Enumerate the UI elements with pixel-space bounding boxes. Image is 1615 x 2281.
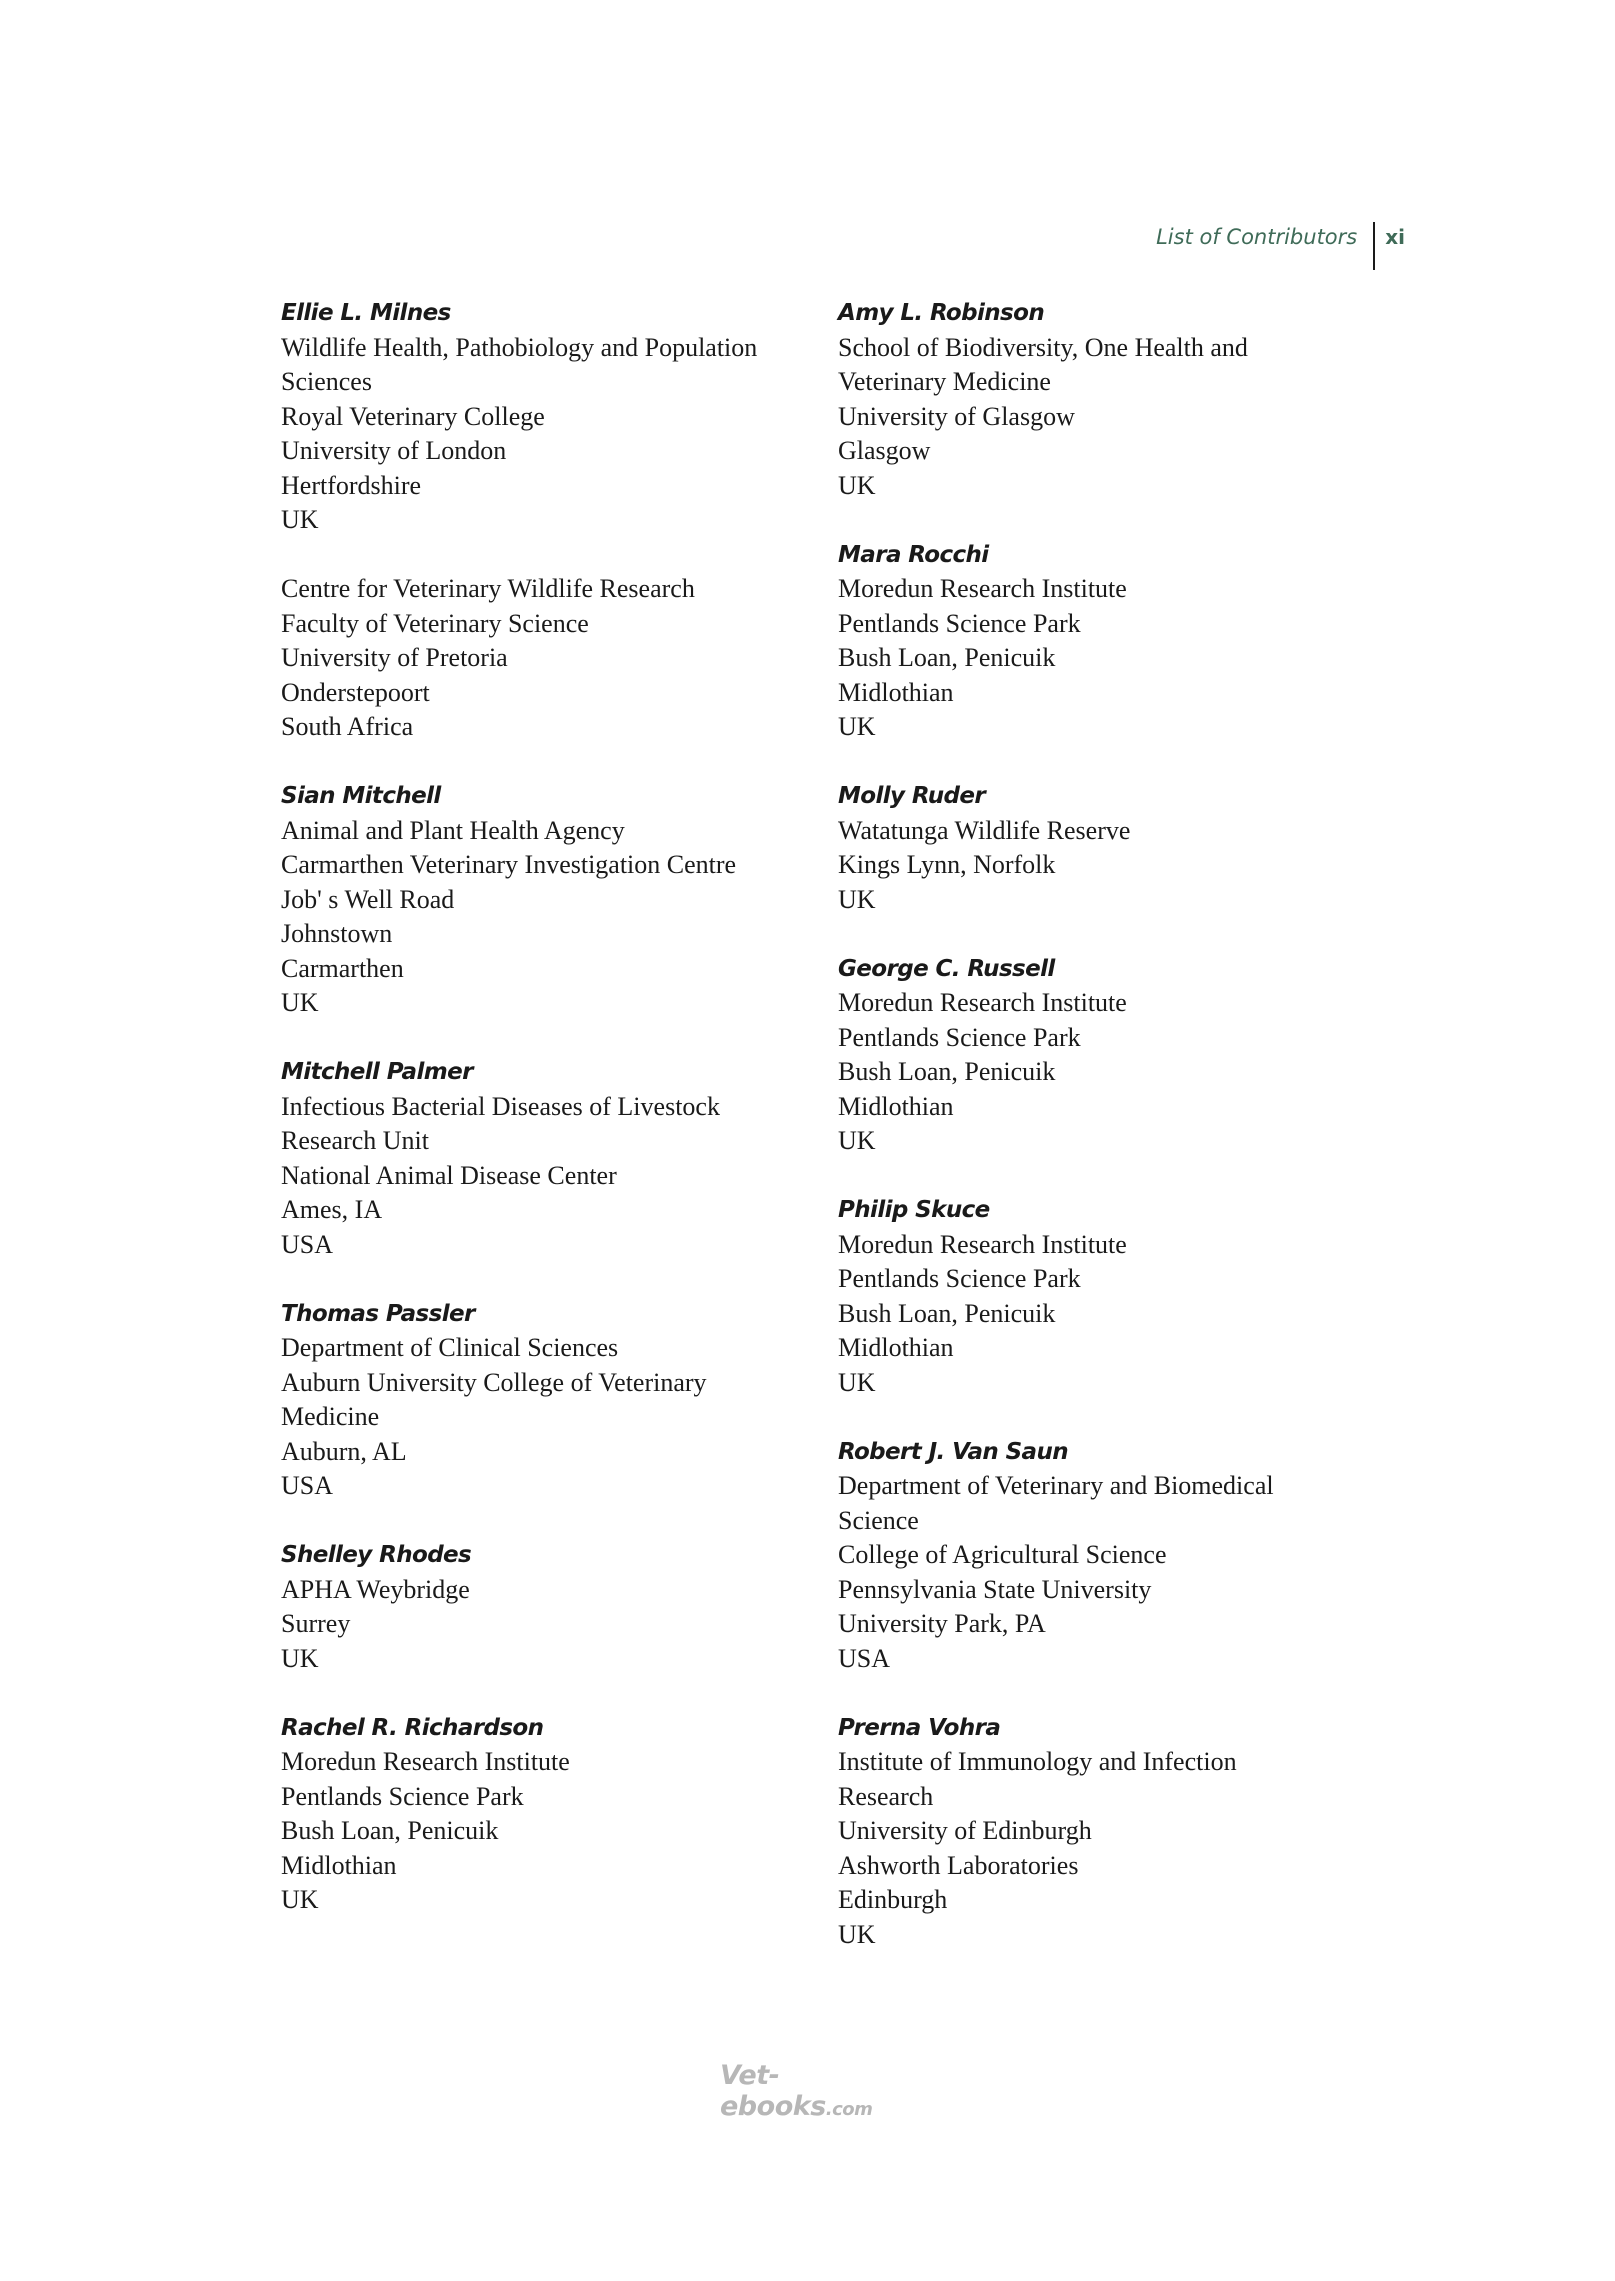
affiliation-line: Wildlife Health, Pathobiology and Population	[281, 332, 758, 362]
affiliation-line: Pentlands Science Park	[838, 608, 1081, 638]
affiliation-line: Edinburgh	[838, 1885, 948, 1914]
affiliation-line: College of Agricultural Science	[838, 1540, 1167, 1569]
affiliation-line: Johnstown	[281, 919, 393, 948]
affiliation-line: Bush Loan, Penicuik	[281, 1816, 499, 1845]
affiliation-line: Bush Loan, Penicuik	[838, 643, 1056, 672]
affiliation-line: Hertfordshire	[281, 470, 422, 500]
affiliation-line: Moredun Research Institute	[838, 1229, 1127, 1259]
affiliation-line: Faculty of Veterinary Science	[281, 608, 589, 638]
affiliation-line: UK	[838, 1367, 876, 1397]
contributor-entry	[281, 779, 821, 1021]
contributor-entry	[838, 779, 1378, 917]
affiliation-line: University of London	[281, 436, 507, 465]
contributor-name: Robert J. Van Saun	[838, 1438, 1069, 1465]
affiliation-line: Carmarthen Veterinary Investigation Centre	[281, 850, 737, 879]
affiliation-line: Research	[838, 1781, 934, 1811]
affiliation-line: Midlothian	[838, 677, 954, 707]
affiliation-line: Department of Veterinary and Biomedical	[838, 1471, 1274, 1500]
affiliation-line: Midlothian	[838, 1333, 954, 1362]
affiliation-line: UK	[281, 1885, 319, 1914]
affiliation-block	[838, 814, 1378, 918]
affiliation-line: University Park, PA	[838, 1609, 1046, 1638]
affiliation-line: USA	[281, 1471, 334, 1500]
affiliation-line: Moredun Research Institute	[838, 988, 1127, 1017]
affiliation-line: Ashworth Laboratories	[838, 1850, 1079, 1880]
contributor-entry	[281, 1711, 821, 1918]
contributor-name: George C. Russell	[838, 955, 1055, 982]
contributor-name: Prerna Vohra	[838, 1714, 1001, 1741]
contributor-entry	[838, 538, 1378, 745]
contributor-entry	[281, 296, 821, 745]
contributor-entry	[281, 1297, 821, 1504]
contributors-right-column	[838, 296, 1378, 1987]
logo-suffix: .com	[825, 2099, 873, 2120]
affiliation-line: Midlothian	[838, 1091, 954, 1121]
contributor-name: Ellie L. Milnes	[281, 300, 451, 326]
affiliation-block	[838, 1745, 1378, 1952]
affiliation-line: Job' s Well Road	[281, 884, 455, 914]
affiliation-block	[281, 572, 821, 745]
affiliation-line: USA	[838, 1643, 891, 1673]
affiliation-line: South Africa	[281, 712, 414, 741]
affiliation-line: University of Edinburgh	[838, 1816, 1092, 1845]
affiliation-line: Auburn University College of Veterinary	[281, 1367, 707, 1397]
affiliation-line: UK	[281, 988, 319, 1017]
contributor-name: Mitchell Palmer	[281, 1059, 473, 1085]
logo-name: Vet-ebooks	[720, 2060, 826, 2122]
affiliation-line: Pentlands Science Park	[838, 1022, 1081, 1052]
affiliation-line: University of Pretoria	[281, 643, 508, 672]
affiliation-block	[838, 572, 1378, 745]
affiliation-line: Research Unit	[281, 1126, 430, 1155]
affiliation-line: Moredun Research Institute	[281, 1747, 570, 1776]
contributor-name: Rachel R. Richardson	[281, 1714, 544, 1741]
contributor-entry	[838, 296, 1378, 503]
contributor-entry	[838, 1435, 1378, 1677]
publisher-logo	[720, 2058, 910, 2122]
affiliation-line: Onderstepoort	[281, 677, 430, 707]
contributor-name: Molly Ruder	[838, 783, 986, 809]
affiliation-block	[838, 1228, 1378, 1401]
affiliation-line: UK	[838, 884, 876, 914]
contributor-name: Amy L. Robinson	[838, 300, 1045, 326]
affiliation-line: Infectious Bacterial Diseases of Livestock	[281, 1091, 720, 1121]
affiliation-line: Pennsylvania State University	[838, 1574, 1152, 1604]
contributor-name: Sian Mitchell	[281, 783, 441, 809]
affiliation-line: UK	[838, 712, 876, 741]
affiliation-line: Moredun Research Institute	[838, 574, 1127, 603]
affiliation-block	[838, 986, 1378, 1159]
affiliation-line: UK	[838, 470, 876, 500]
affiliation-block	[838, 1469, 1378, 1676]
contributor-name: Shelley Rhodes	[281, 1542, 472, 1568]
affiliation-line: Science	[838, 1505, 919, 1535]
affiliation-line: Institute of Immunology and Infection	[838, 1747, 1237, 1776]
affiliation-line: Carmarthen	[281, 953, 404, 983]
affiliation-line: Surrey	[281, 1609, 351, 1638]
contributor-name: Mara Rocchi	[838, 541, 989, 568]
affiliation-line: Department of Clinical Sciences	[281, 1333, 619, 1362]
affiliation-line: Animal and Plant Health Agency	[281, 815, 625, 845]
affiliation-line: UK	[281, 1643, 319, 1673]
contributor-entry	[281, 1055, 821, 1262]
contributors-left-column	[281, 296, 821, 1952]
affiliation-block	[281, 814, 821, 1021]
contributor-entry	[281, 1538, 821, 1676]
affiliation-line: University of Glasgow	[838, 401, 1075, 431]
affiliation-line: Auburn, AL	[281, 1436, 407, 1466]
affiliation-line: Royal Veterinary College	[281, 401, 545, 431]
affiliation-line: Bush Loan, Penicuik	[838, 1298, 1056, 1328]
running-title: List of Contributors	[1156, 225, 1358, 249]
contributor-name: Philip Skuce	[838, 1197, 990, 1223]
affiliation-line: USA	[281, 1229, 334, 1259]
contributor-entry	[838, 1193, 1378, 1400]
affiliation-line: Ames, IA	[281, 1195, 383, 1224]
affiliation-block	[838, 331, 1378, 504]
affiliation-block	[281, 331, 821, 538]
affiliation-line: UK	[838, 1126, 876, 1155]
affiliation-line: Pentlands Science Park	[838, 1264, 1081, 1293]
affiliation-line: Kings Lynn, Norfolk	[838, 850, 1056, 879]
header-divider	[1373, 222, 1375, 270]
affiliation-line: UK	[281, 505, 319, 534]
contributor-name: Thomas Passler	[281, 1300, 475, 1327]
affiliation-line: Sciences	[281, 367, 372, 396]
affiliation-line: Glasgow	[838, 436, 931, 465]
affiliation-line: Centre for Veterinary Wildlife Research	[281, 574, 695, 603]
running-head	[1156, 222, 1405, 270]
affiliation-line: School of Biodiversity, One Health and	[838, 332, 1248, 362]
affiliation-line: Bush Loan, Penicuik	[838, 1057, 1056, 1086]
affiliation-line: Midlothian	[281, 1850, 397, 1880]
affiliation-block	[281, 1090, 821, 1263]
contributor-entry	[838, 1711, 1378, 1953]
affiliation-block	[281, 1745, 821, 1918]
affiliation-block	[281, 1573, 821, 1677]
affiliation-line: Pentlands Science Park	[281, 1781, 524, 1811]
affiliation-block	[281, 1331, 821, 1504]
affiliation-line: Watatunga Wildlife Reserve	[838, 815, 1131, 845]
affiliation-line: National Animal Disease Center	[281, 1160, 617, 1190]
contributor-entry	[838, 952, 1378, 1159]
affiliation-line: APHA Weybridge	[281, 1574, 470, 1604]
affiliation-line: Medicine	[281, 1402, 380, 1431]
logo-text	[720, 2060, 910, 2122]
page-number: xi	[1385, 225, 1405, 249]
affiliation-line: UK	[838, 1919, 876, 1949]
affiliation-line: Veterinary Medicine	[838, 367, 1051, 396]
